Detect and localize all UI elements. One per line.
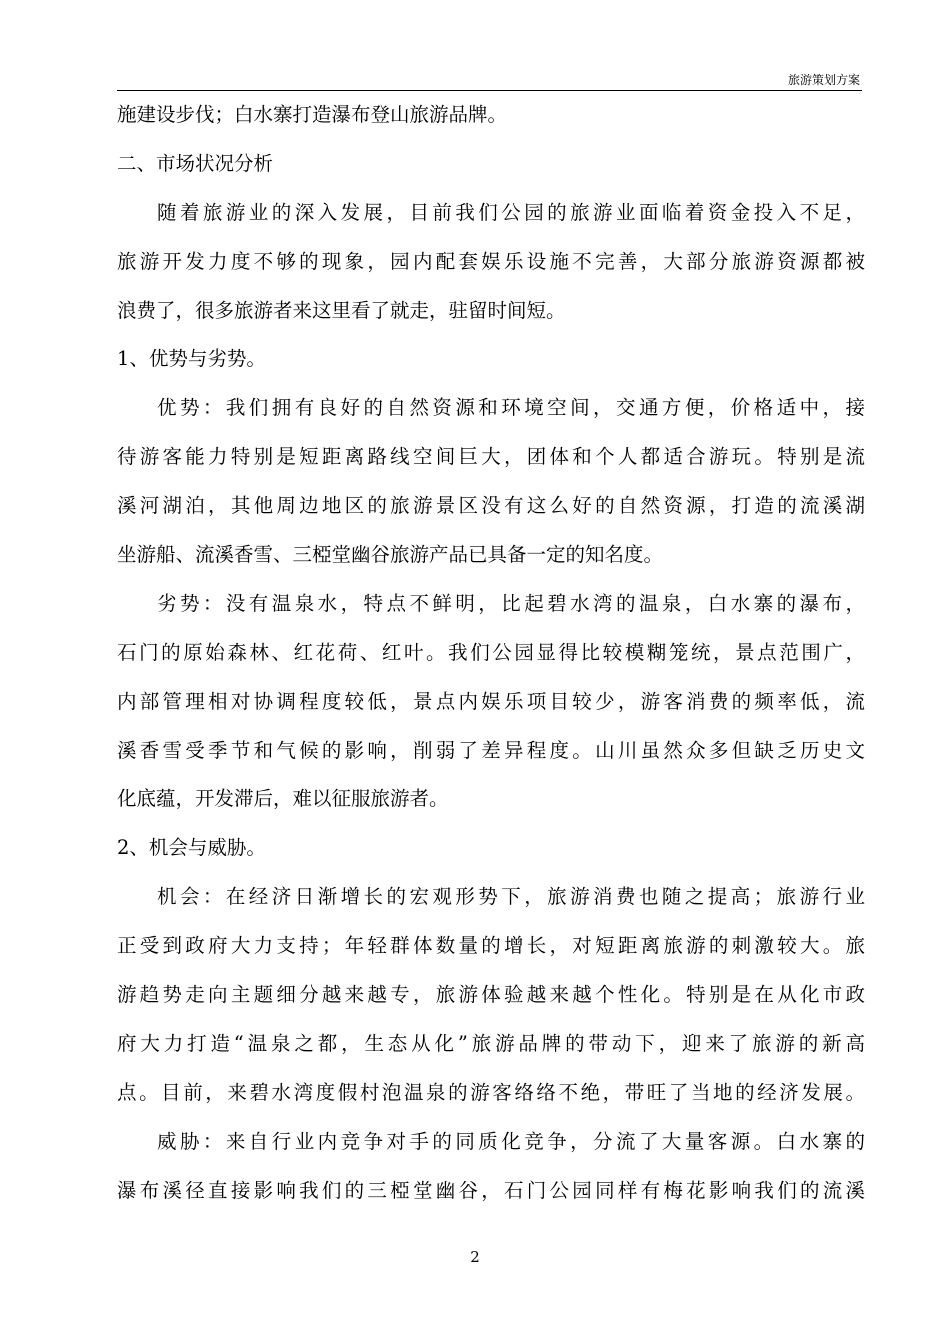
header-title: 旅游策划方案 bbox=[787, 73, 860, 87]
page-number: 2 bbox=[470, 1248, 480, 1266]
text-line: 内部管理相对协调程度较低，景点内娱乐项目较少，游客消费的频率低，流 bbox=[117, 689, 865, 713]
text-line: 溪河湖泊，其他周边地区的旅游景区没有这么好的自然资源，打造的流溪湖 bbox=[117, 494, 865, 518]
text-line: 1、优势与劣势。 bbox=[117, 347, 266, 371]
text-line: 游趋势走向主题细分越来越专，旅游体验越来越个性化。特别是在从化市政 bbox=[117, 983, 865, 1007]
text-line: 瀑布溪径直接影响我们的三椏堂幽谷，石门公园同样有梅花影响我们的流溪 bbox=[117, 1178, 865, 1202]
text-line: 威胁：来自行业内竞争对手的同质化竞争，分流了大量客源。白水寨的 bbox=[157, 1129, 865, 1153]
text-line: 二、市场状况分析 bbox=[117, 151, 274, 175]
text-line: 随着旅游业的深入发展，目前我们公园的旅游业面临着资金投入不足， bbox=[157, 200, 865, 224]
text-line: 正受到政府大力支持；年轻群体数量的增长，对短距离旅游的刺激较大。旅 bbox=[117, 934, 865, 958]
text-line: 点。目前，来碧水湾度假村泡温泉的游客络络不绝，带旺了当地的经济发展。 bbox=[117, 1080, 865, 1104]
text-line: 优势：我们拥有良好的自然资源和环境空间，交通方便，价格适中，接 bbox=[157, 396, 865, 420]
text-line: 机会：在经济日渐增长的宏观形势下，旅游消费也随之提高；旅游行业 bbox=[157, 885, 865, 909]
document-body bbox=[117, 91, 865, 1215]
text-line: 2、机会与威胁。 bbox=[117, 836, 266, 860]
text-line: 劣势：没有温泉水，特点不鲜明，比起碧水湾的温泉，白水寨的瀑布， bbox=[157, 591, 865, 615]
text-line: 府大力打造“温泉之都，生态从化”旅游品牌的带动下，迎来了旅游的新高 bbox=[117, 1031, 865, 1055]
text-line: 浪费了，很多旅游者来这里看了就走，驻留时间短。 bbox=[117, 298, 566, 322]
page-header bbox=[117, 72, 862, 91]
text-line: 施建设步伐；白水寨打造瀑布登山旅游品牌。 bbox=[117, 103, 508, 126]
text-line: 溪香雪受季节和气候的影响，削弱了差异程度。山川虽然众多但缺乏历史文 bbox=[117, 738, 865, 762]
text-line: 石门的原始森林、红花荷、红叶。我们公园显得比较模糊笼统，景点范围广， bbox=[117, 640, 865, 664]
text-line: 待游客能力特别是短距离路线空间巨大，团体和个人都适合游玩。特别是流 bbox=[117, 445, 865, 469]
text-line: 旅游开发力度不够的现象，园内配套娱乐设施不完善，大部分旅游资源都被 bbox=[117, 249, 865, 273]
text-line: 坐游船、流溪香雪、三椏堂幽谷旅游产品已具备一定的知名度。 bbox=[117, 543, 664, 567]
text-line: 化底蕴，开发滞后，难以征服旅游者。 bbox=[117, 787, 449, 811]
